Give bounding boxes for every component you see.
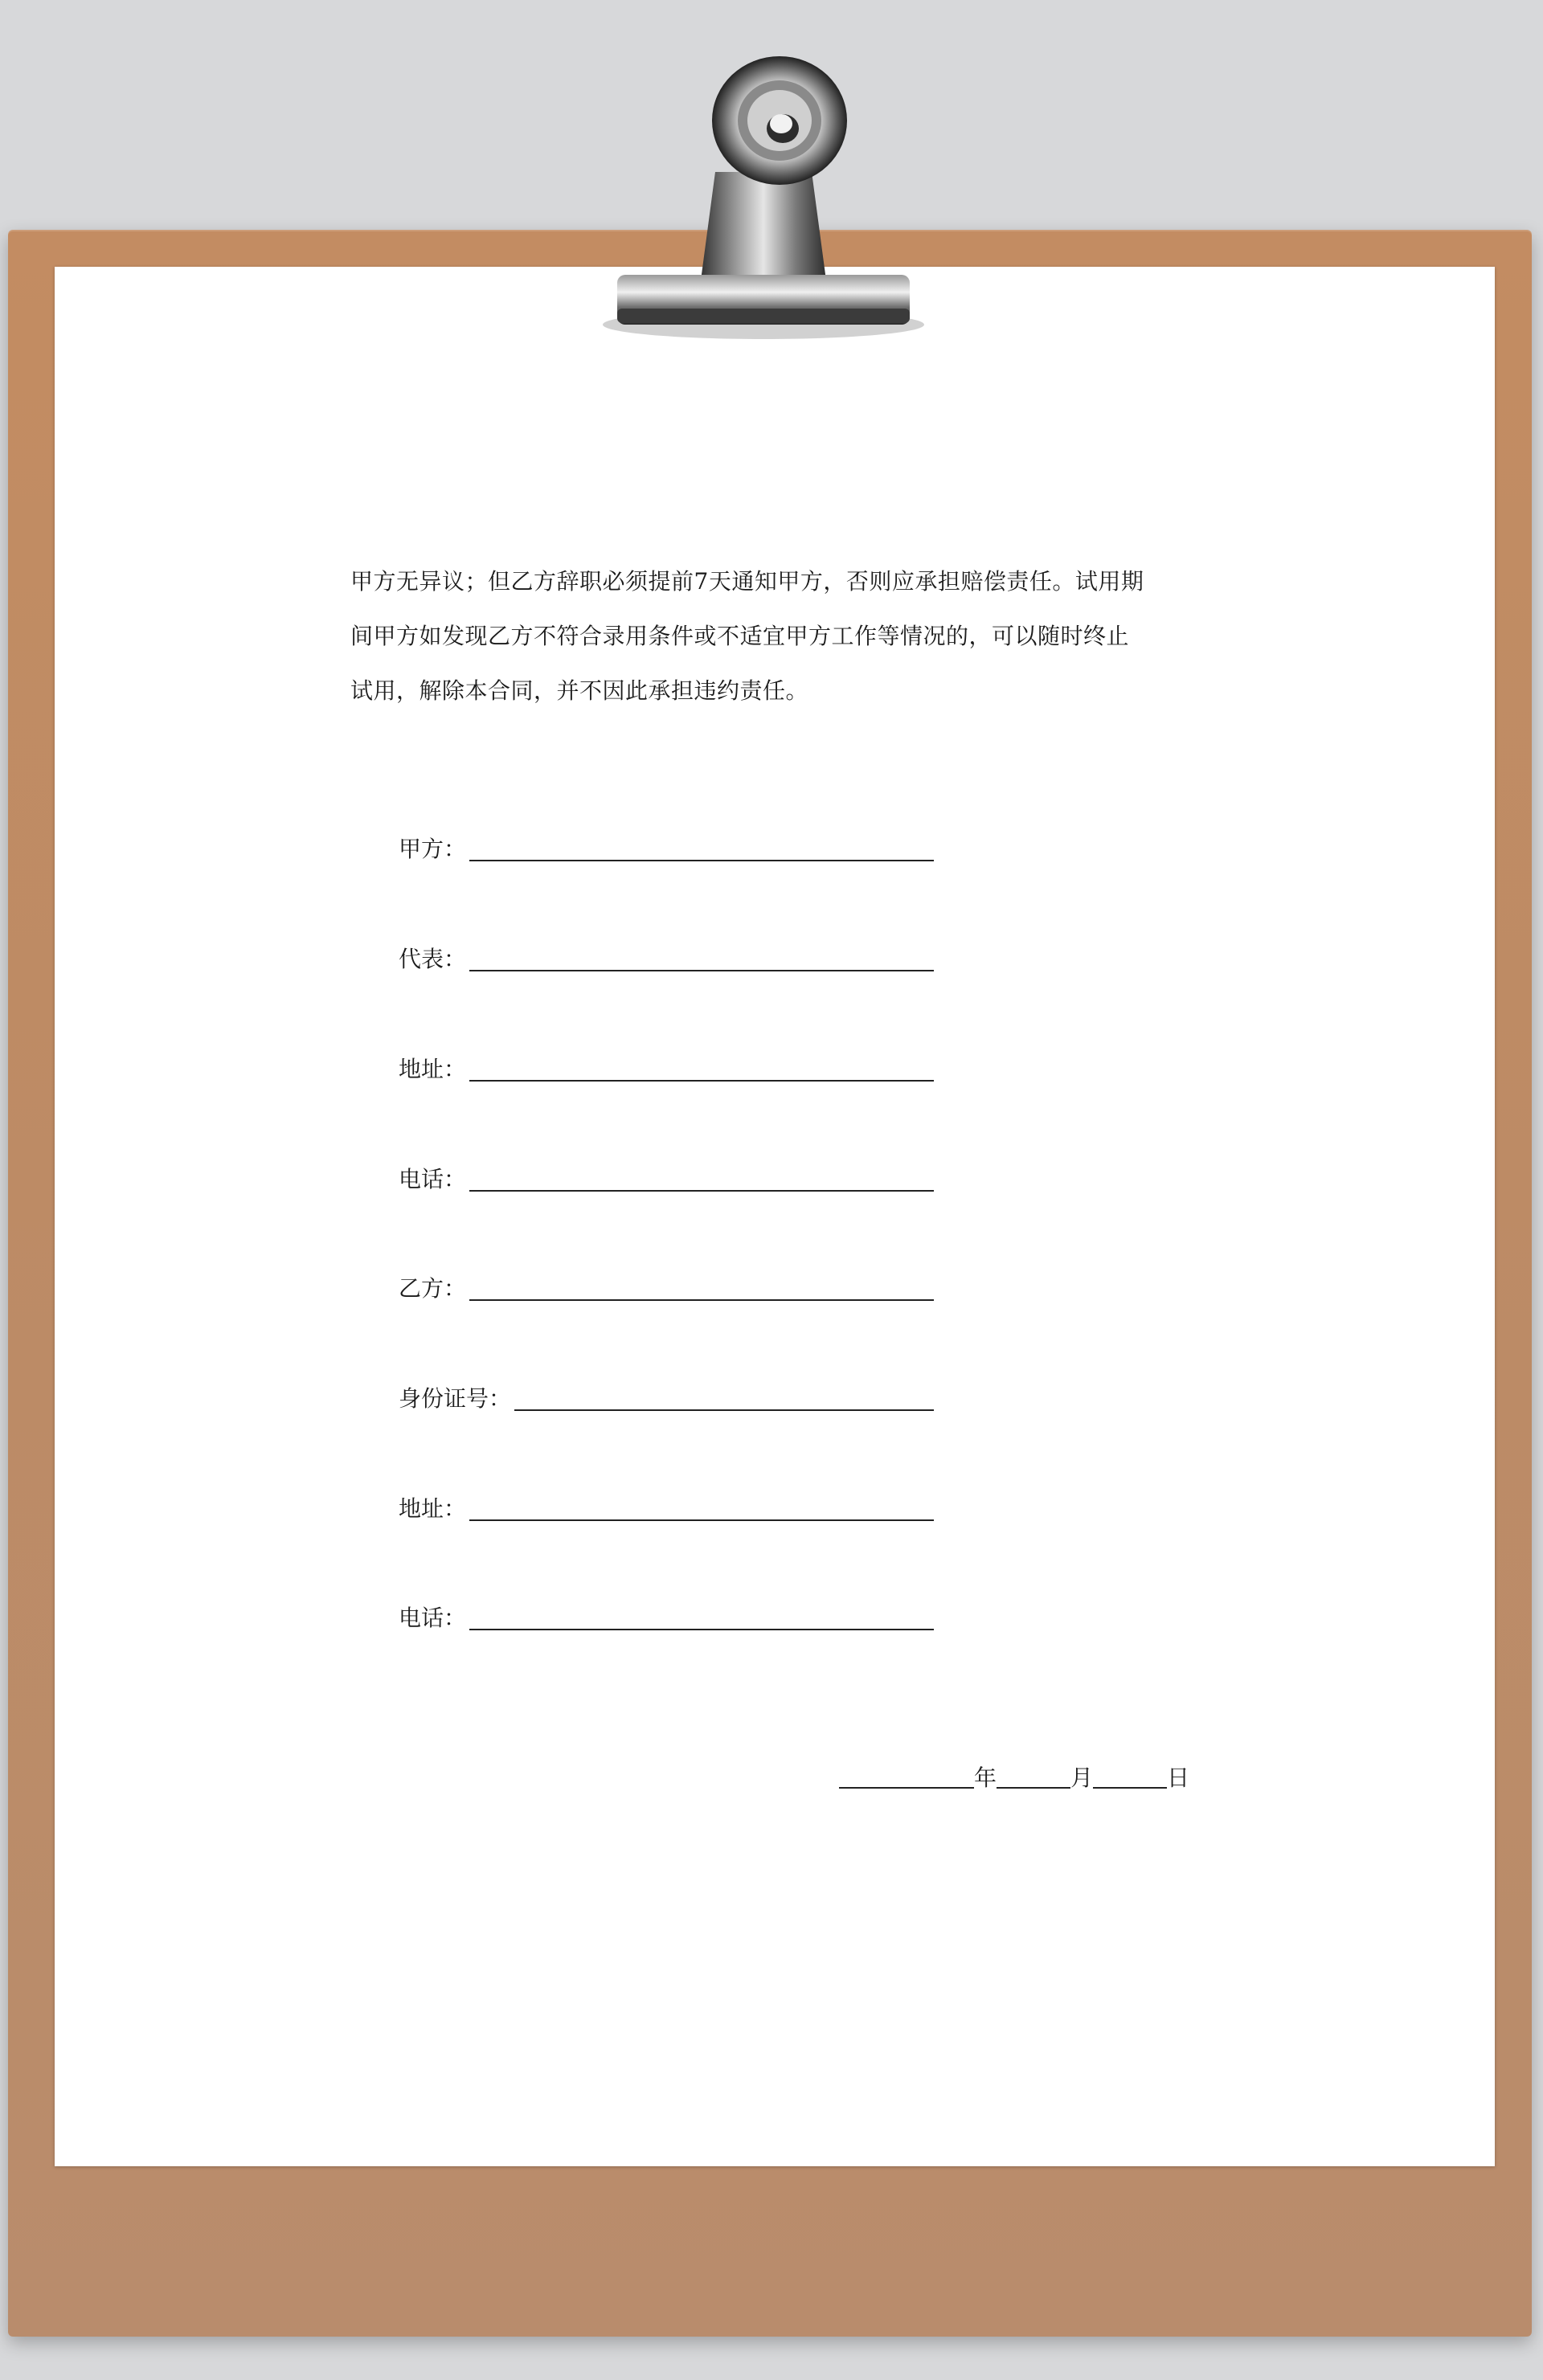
paragraph-line: 间甲方如发现乙方不符合录用条件或不适宜甲方工作等情况的，可以随时终止 (350, 623, 1130, 649)
field-blank-line (469, 1080, 934, 1082)
paper-sheet (55, 267, 1495, 2166)
field-phone-a (399, 1161, 934, 1193)
field-blank-line (469, 1299, 934, 1301)
binder-clip-icon (579, 51, 948, 357)
field-label: 地址： (399, 1056, 467, 1082)
field-label: 代表： (399, 946, 467, 972)
paragraph-line: 甲方无异议；但乙方辞职必须提前7天通知甲方，否则应承担赔偿责任。试用期 (350, 568, 1144, 595)
date-line (839, 1765, 1189, 1792)
field-blank-line (469, 1629, 934, 1630)
contract-paragraph (350, 554, 1202, 718)
field-label: 身份证号： (399, 1385, 512, 1412)
year-label: 年 (974, 1765, 997, 1791)
month-blank (997, 1787, 1070, 1789)
day-blank (1093, 1787, 1167, 1789)
field-blank-line (469, 1519, 934, 1521)
paragraph-line: 试用，解除本合同，并不因此承担违约责任。 (350, 677, 809, 704)
day-label: 日 (1167, 1765, 1190, 1791)
field-label: 电话： (399, 1166, 467, 1192)
field-label: 电话： (399, 1605, 467, 1631)
field-label: 地址： (399, 1495, 467, 1522)
field-party-b (399, 1270, 934, 1302)
field-blank-line (469, 1190, 934, 1192)
field-representative (399, 941, 934, 973)
field-party-a (399, 831, 934, 863)
field-phone-b (399, 1600, 934, 1632)
field-address-a (399, 1051, 934, 1083)
field-label: 乙方： (399, 1275, 467, 1302)
month-label: 月 (1070, 1765, 1094, 1791)
year-blank (839, 1787, 974, 1789)
field-blank-line (514, 1409, 934, 1411)
field-label: 甲方： (399, 836, 467, 862)
field-address-b (399, 1491, 934, 1523)
field-blank-line (469, 970, 934, 971)
field-blank-line (469, 860, 934, 861)
field-id-number (399, 1380, 934, 1413)
